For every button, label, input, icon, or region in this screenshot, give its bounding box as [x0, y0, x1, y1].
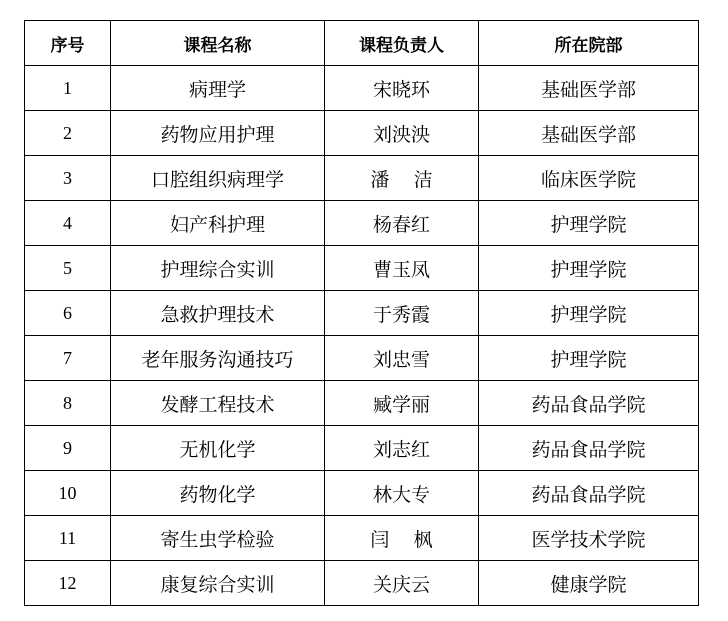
- cell-course-name: 康复综合实训: [111, 561, 325, 606]
- cell-department: 护理学院: [479, 291, 699, 336]
- cell-course-name: 无机化学: [111, 426, 325, 471]
- course-table-container: [24, 20, 698, 606]
- cell-course-name: 护理综合实训: [111, 246, 325, 291]
- cell-course-lead: 关庆云: [325, 561, 479, 606]
- cell-index: 4: [25, 201, 111, 246]
- table-header-row: [25, 21, 699, 66]
- cell-index: 12: [25, 561, 111, 606]
- table-row: [25, 426, 699, 471]
- cell-index: 11: [25, 516, 111, 561]
- cell-department: 护理学院: [479, 336, 699, 381]
- cell-department: 护理学院: [479, 201, 699, 246]
- cell-index: 9: [25, 426, 111, 471]
- cell-course-name: 寄生虫学检验: [111, 516, 325, 561]
- cell-course-name: 药物应用护理: [111, 111, 325, 156]
- course-table: [24, 20, 699, 606]
- cell-department: 药品食品学院: [479, 426, 699, 471]
- cell-department: 临床医学院: [479, 156, 699, 201]
- cell-course-lead: 刘志红: [325, 426, 479, 471]
- cell-course-lead: 臧学丽: [325, 381, 479, 426]
- cell-index: 10: [25, 471, 111, 516]
- table-row: [25, 246, 699, 291]
- cell-department: 基础医学部: [479, 111, 699, 156]
- table-row: [25, 516, 699, 561]
- cell-index: 2: [25, 111, 111, 156]
- cell-course-name: 病理学: [111, 66, 325, 111]
- cell-index: 8: [25, 381, 111, 426]
- header-course-name: 课程名称: [111, 21, 325, 66]
- cell-department: 健康学院: [479, 561, 699, 606]
- table-row: [25, 66, 699, 111]
- cell-course-lead: 宋晓环: [325, 66, 479, 111]
- table-row: [25, 291, 699, 336]
- cell-department: 医学技术学院: [479, 516, 699, 561]
- table-row: [25, 336, 699, 381]
- cell-course-lead: 潘 洁: [325, 156, 479, 201]
- cell-department: 药品食品学院: [479, 381, 699, 426]
- cell-department: 基础医学部: [479, 66, 699, 111]
- cell-department: 药品食品学院: [479, 471, 699, 516]
- cell-course-lead: 刘忠雪: [325, 336, 479, 381]
- header-department: 所在院部: [479, 21, 699, 66]
- cell-course-name: 妇产科护理: [111, 201, 325, 246]
- cell-course-name: 药物化学: [111, 471, 325, 516]
- cell-course-name: 口腔组织病理学: [111, 156, 325, 201]
- cell-course-lead: 于秀霞: [325, 291, 479, 336]
- cell-index: 7: [25, 336, 111, 381]
- cell-course-lead: 杨春红: [325, 201, 479, 246]
- cell-course-name: 发酵工程技术: [111, 381, 325, 426]
- cell-index: 3: [25, 156, 111, 201]
- cell-course-name: 老年服务沟通技巧: [111, 336, 325, 381]
- cell-course-lead: 闫 枫: [325, 516, 479, 561]
- cell-department: 护理学院: [479, 246, 699, 291]
- cell-index: 6: [25, 291, 111, 336]
- cell-index: 5: [25, 246, 111, 291]
- table-row: [25, 201, 699, 246]
- cell-course-lead: 林大专: [325, 471, 479, 516]
- cell-course-lead: 曹玉凤: [325, 246, 479, 291]
- cell-index: 1: [25, 66, 111, 111]
- cell-course-lead: 刘泱泱: [325, 111, 479, 156]
- table-row: [25, 111, 699, 156]
- table-row: [25, 156, 699, 201]
- cell-course-name: 急救护理技术: [111, 291, 325, 336]
- table-row: [25, 471, 699, 516]
- table-row: [25, 561, 699, 606]
- header-index: 序号: [25, 21, 111, 66]
- table-row: [25, 381, 699, 426]
- header-course-lead: 课程负责人: [325, 21, 479, 66]
